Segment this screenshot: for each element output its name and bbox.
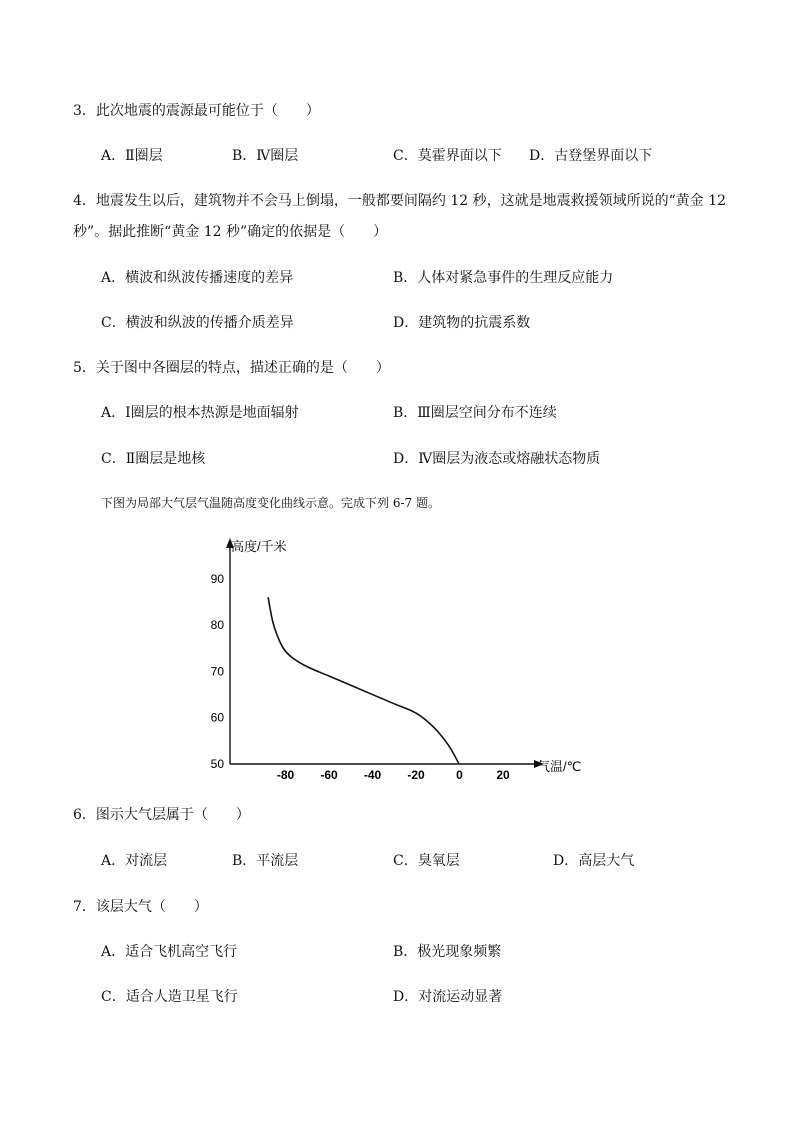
question-3-stem: 3．此次地震的震源最可能位于（ ） <box>73 103 320 119</box>
x-axis-label: 气温/℃ <box>537 759 582 774</box>
question-4-stem-line2: 秒”。据此推断“黄金 12 秒”确定的依据是（ ） <box>73 224 388 240</box>
y-axis-label: 高度/千米 <box>231 539 287 554</box>
x-tick-label: -20 <box>407 768 425 780</box>
q7-option-b: B．极光现象频繁 <box>393 944 502 960</box>
q3-option-c: C．莫霍界面以下 <box>393 148 502 164</box>
q6-option-c: C．臭氧层 <box>393 853 460 869</box>
q5-option-a: A．Ⅰ圈层的根本热源是地面辐射 <box>101 405 299 421</box>
temperature-curve <box>268 597 459 764</box>
q5-option-d: D．Ⅳ圈层为液态或熔融状态物质 <box>393 451 601 467</box>
question-6-stem: 6．图示大气层属于（ ） <box>73 807 250 823</box>
q3-option-d: D．古登堡界面以下 <box>529 148 653 164</box>
q5-option-c: C．Ⅱ圈层是地核 <box>101 451 206 467</box>
x-tick-label: -60 <box>320 768 338 780</box>
q3-option-b: B．Ⅳ圈层 <box>232 148 299 164</box>
y-tick-label: 60 <box>210 710 224 725</box>
q7-option-c: C．适合人造卫星飞行 <box>101 989 238 1005</box>
question-5-stem: 5．关于图中各圈层的特点，描述正确的是（ ） <box>73 360 390 376</box>
y-tick-label: 70 <box>210 664 224 679</box>
question-4-stem-line1: 4．地震发生以后，建筑物并不会马上倒塌，一般都要间隔约 12 秒，这就是地震救援领域所说的“黄金 12 <box>73 193 727 209</box>
section-intro: 下图为局部大气层气温随高度变化曲线示意。完成下列 6-7 题。 <box>101 496 440 510</box>
temperature-altitude-chart <box>200 530 600 780</box>
question-7-stem: 7．该层大气（ ） <box>73 899 208 915</box>
x-tick-label: 0 <box>456 768 463 780</box>
chart-ticks <box>211 572 510 780</box>
y-tick-label: 50 <box>210 757 224 771</box>
q4-option-b: B．人体对紧急事件的生理反应能力 <box>393 270 614 286</box>
chart-axes <box>226 538 544 768</box>
q5-option-b: B．Ⅲ圈层空间分布不连续 <box>393 405 557 421</box>
q3-option-a: A．Ⅱ圈层 <box>101 148 163 164</box>
x-tick-label: 20 <box>496 768 510 780</box>
q4-option-a: A．横波和纵波传播速度的差异 <box>101 270 294 286</box>
q6-option-d: D．高层大气 <box>553 853 635 869</box>
y-tick-label: 80 <box>210 618 224 633</box>
x-tick-label: -40 <box>363 768 382 780</box>
q6-option-b: B．平流层 <box>232 853 299 869</box>
x-tick-label: -80 <box>276 768 295 780</box>
q4-option-d: D．建筑物的抗震系数 <box>393 315 531 331</box>
q6-option-a: A．对流层 <box>101 853 168 869</box>
q4-option-c: C．横波和纵波的传播介质差异 <box>101 315 294 331</box>
q7-option-a: A．适合飞机高空飞行 <box>101 944 238 960</box>
y-tick-label: 90 <box>210 571 224 586</box>
q7-option-d: D．对流运动显著 <box>393 989 503 1005</box>
